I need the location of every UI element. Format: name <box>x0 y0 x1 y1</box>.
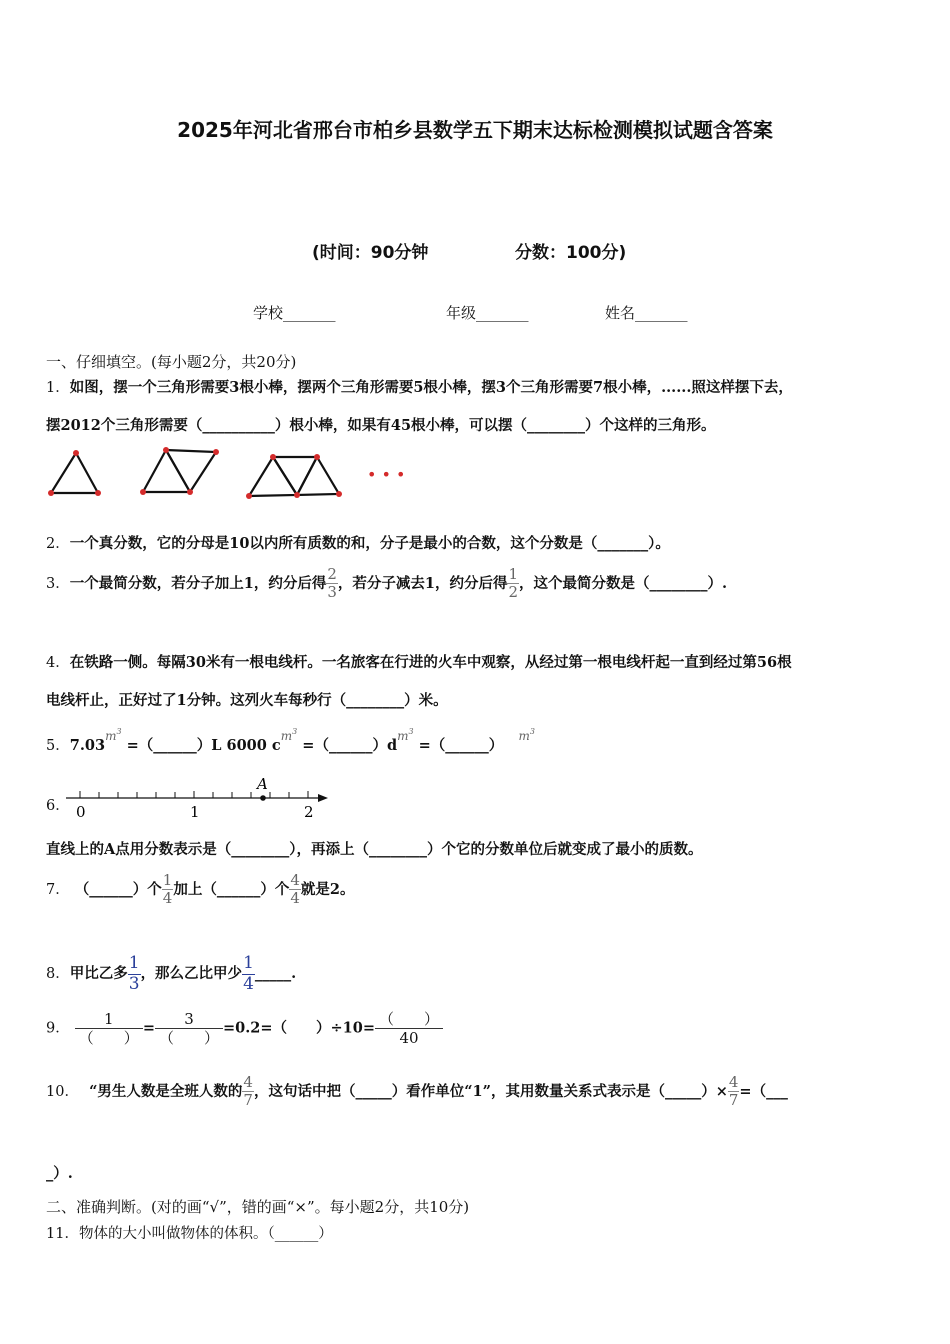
question-4 <box>46 651 792 672</box>
question-number: 10． <box>46 1083 79 1100</box>
question-1-line2: 摆2012个三角形需要（__________）根小棒，如果有45根小棒，可以摆（________）个这样的三角形。 <box>46 417 716 434</box>
fraction: $\frac{1}{3}$ <box>128 953 140 994</box>
tick-label-1: 1 <box>190 803 200 821</box>
fraction: $\frac{4}{7}$ <box>243 1073 253 1110</box>
question-text: 一个真分数，它的分母是10以内所有质数的和，分子是最小的合数，这个分数是（_______）。 <box>69 535 670 552</box>
question-number: 1． <box>46 380 70 396</box>
triangle-3c <box>297 457 339 495</box>
triangle-2b <box>166 450 216 492</box>
fraction: $\frac{4}{4}$ <box>290 871 300 908</box>
question-11 <box>46 1222 333 1243</box>
fraction: $\frac{1}{( )}$ <box>75 1010 143 1047</box>
question-2 <box>46 532 670 553</box>
triangle-1 <box>51 453 98 493</box>
question-10: 10． “男生人数是全班人数的 $\frac{4}{7}$ ，这句话中把（_____）看作单位“1”，其用数量关系式表示是（_____）× $\frac{4}{7}$ =（___ <box>46 1073 788 1110</box>
triangle-3a <box>249 457 297 496</box>
page-title: 2025年河北省邢台市柏乡县数学五下期末达标检测模拟试题含答案 <box>177 118 773 142</box>
fraction: $\frac{2}{3}$ <box>327 565 337 602</box>
number-line <box>60 772 340 824</box>
question-number: 5． <box>46 738 70 754</box>
question-number: 7． <box>46 881 70 898</box>
continuation-dots: • • • <box>367 465 406 484</box>
school-field[interactable]: 学校_______ <box>253 304 336 322</box>
question-number: 3． <box>46 575 70 592</box>
fraction: $\frac{3}{( )}$ <box>155 1010 223 1047</box>
grade-field[interactable]: 年级_______ <box>446 304 529 322</box>
fraction: $\frac{1}{4}$ <box>243 953 254 994</box>
question-number: 6． <box>46 798 70 814</box>
question-1 <box>46 376 793 397</box>
tick-label-0: 0 <box>76 803 86 821</box>
question-10-tail: _）. <box>46 1165 73 1182</box>
triangle-2a <box>143 450 190 492</box>
question-text: 在铁路一侧。每隔30米有一根电线杆。一名旅客在行进的火车中观察，从经过第一根电线杆起一直到经过第56根 <box>69 654 792 671</box>
question-number: 9． <box>46 1020 70 1037</box>
question-5: 5．$7.03^{m^3}$ =（______）L 6000 $c^{m^3}$ $=(\_\_\_\_\_\_)d^{m^3}$ =（______） $^{m^3}$ <box>46 727 535 754</box>
question-number: 8． <box>46 966 70 983</box>
fraction: $\frac{4}{7}$ <box>728 1073 739 1110</box>
number-line-ticks <box>80 791 308 798</box>
fraction: $\frac{1}{2}$ <box>508 565 519 602</box>
question-7: 7． （______）个 $\frac{1}{4}$ 加上（______）个 $\frac{4}{4}$ 就是2。 <box>46 871 355 908</box>
section-1-heading: 一、仔细填空。(每小题2分，共20分) <box>46 353 297 371</box>
point-a-label: A <box>257 775 268 793</box>
question-9: 9． $\frac{1}{( )}$ = $\frac{3}{( )}$ =0.2=（ ）÷10= $\frac{( )}{40}$ <box>46 1010 443 1047</box>
triangle-3b <box>273 457 317 495</box>
fraction: $\frac{( )}{40}$ <box>375 1010 443 1047</box>
question-number: 2． <box>46 536 70 552</box>
section-2-heading: 二、准确判断。(对的画“√”，错的画“×”。每小题2分，共10分) <box>46 1198 470 1216</box>
question-text: 物体的大小叫做物体的体积。（______） <box>78 1226 333 1242</box>
question-6-text: 直线上的A点用分数表示是（________），再添上（________）个它的分数单位后就变成了最小的质数。 <box>46 841 703 858</box>
question-8: 8．甲比乙多 $\frac{1}{3}$ ，那么乙比甲少 $\frac{1}{4}$ _____. <box>46 953 297 994</box>
question-number: 11． <box>46 1226 79 1242</box>
name-field[interactable]: 姓名_______ <box>605 304 688 322</box>
point-a-marker <box>260 795 266 801</box>
fraction: $\frac{1}{4}$ <box>162 871 173 908</box>
question-number: 4． <box>46 655 70 671</box>
question-3: 3．一个最简分数，若分子加上1，约分后得 $\frac{2}{3}$ ，若分子减去1，约分后得 $\frac{1}{2}$ ，这个最简分数是（________）. <box>46 565 728 602</box>
tick-label-2: 2 <box>304 803 314 821</box>
question-text: 如图，摆一个三角形需要3根小棒，摆两个三角形需要5根小棒，摆3个三角形需要7根小棒，......照这样摆下去， <box>69 379 793 396</box>
triangle-stick-figure <box>40 442 406 504</box>
exam-time: (时间：90分钟 <box>312 243 429 263</box>
exam-score: 分数：100分) <box>515 243 627 263</box>
question-4-line2: 电线杆止，正好过了1分钟。这列火车每秒行（________）米。 <box>46 692 448 709</box>
